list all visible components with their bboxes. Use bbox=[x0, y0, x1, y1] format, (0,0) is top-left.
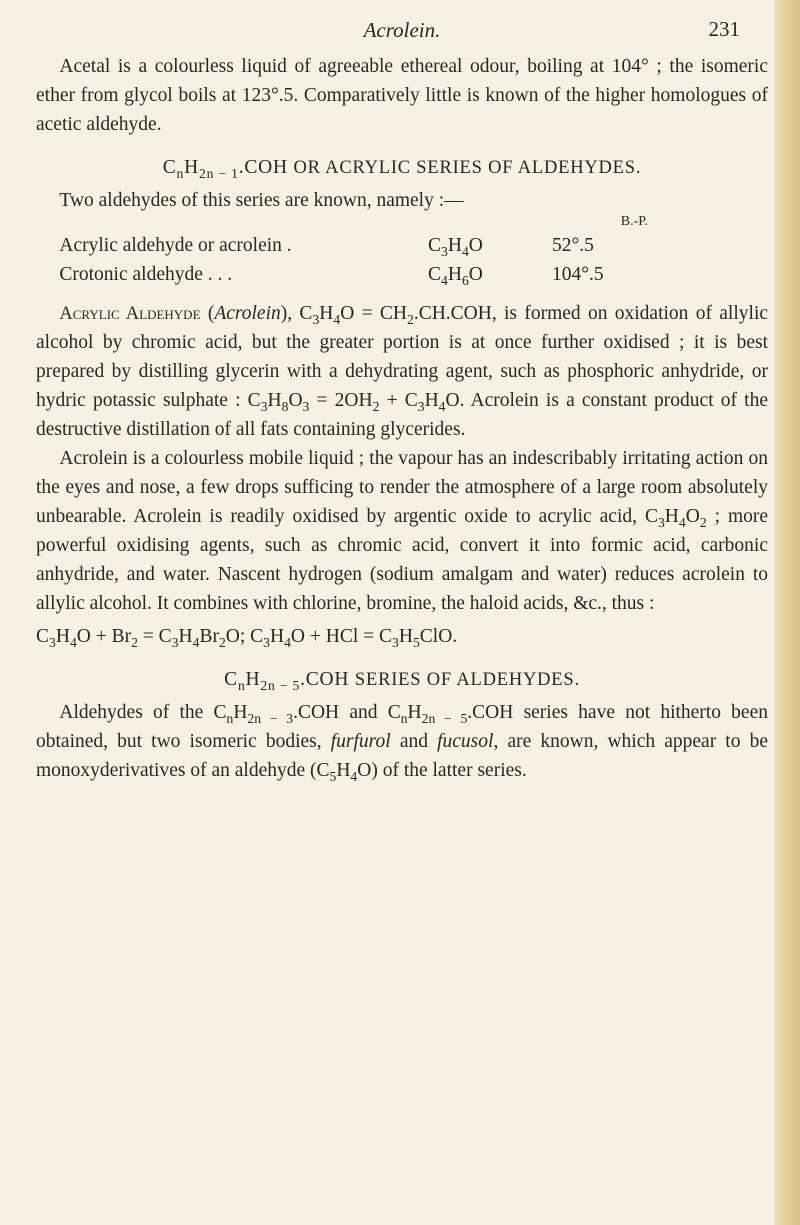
table-row-crotonic bbox=[36, 260, 768, 289]
paragraph-properties: Acrolein is a colourless mobile liquid ; the vapour has an indescribably irritating action on the eyes and nose, a few drops sufficing to render the atmosphere of a large room absolutely unbearable. Acrolein is readily oxidised by argentic oxide to acrylic acid, $C_3H_4O_2$ ; more powerful oxidising agents, such as chromic acid, convert it into formic acid, carbonic anhydride, and water. Nascent hydrogen (sodium amalgam and water) reduces acrolein to allylic alcohol. It combines with chlorine, bromine, the haloid acids, &c., thus : bbox=[36, 448, 769, 614]
aldehyde-boiling-point: 52°.5 bbox=[552, 235, 594, 256]
aldehyde-formula: $C_3H_4O$ bbox=[428, 235, 483, 259]
page-number: 231 bbox=[708, 17, 740, 41]
table-row-acrolein bbox=[36, 231, 768, 260]
paragraph-two-aldehydes: Two aldehydes of this series are known, namely :— bbox=[59, 190, 464, 211]
boiling-point-header: B.-P. bbox=[620, 214, 648, 229]
aldehyde-boiling-point: 104°.5 bbox=[552, 264, 604, 285]
page-header bbox=[36, 0, 768, 52]
aldehyde-name: Acrylic aldehyde or acrolein . bbox=[59, 235, 292, 256]
book-page bbox=[36, 0, 768, 785]
equation-reactions: $C_3H_4O + Br_2 = C_3H_4Br_2O$; $C_3H_4O$ + HCl = $C_3H_5ClO$. bbox=[36, 626, 458, 650]
page-edge-shadow bbox=[774, 0, 800, 1225]
paragraph-acetal: Acetal is a colourless liquid of agreeable ethereal odour, boiling at 104° ; the isomeric ether from glycol boils at 123°.5. Comparatively little is known of the higher homologues of acetic aldehyde. bbox=[36, 56, 768, 135]
paragraph-higher-aldehydes: Aldehydes of the $C_nH_{2n - 3}.COH$ and $C_nH_{2n - 5}.COH$ series have not hitherto been obtained, but two isomeric bodies, furfurol and fucusol, are known, which appear to be monoxyderivatives of an aldehyde $(C_5H_4O)$ of the latter series. bbox=[36, 702, 769, 784]
running-title: Acrolein. bbox=[363, 18, 441, 42]
heading-series-5: $C_nH_{2n - 5}.COH$ SERIES OF ALDEHYDES. bbox=[224, 669, 580, 693]
aldehyde-formula: $C_4H_6O$ bbox=[428, 264, 483, 288]
heading-acrylic-series: $C_nH_{2n - 1}.COH$ OR ACRYLIC SERIES OF ALDEHYDES. bbox=[162, 157, 642, 181]
paragraph-acrylic-aldehyde: Acrylic Aldehyde (Acrolein), $C_3H_4O = CH_2.CH.COH$, is formed on oxidation of allylic alcohol by chromic acid, but the greater portion is at once further oxidised ; it is best prepared by distilling glycerin with a dehydrating agent, such as phosphoric anhydride, or hydric potassic sulphate : $C_3H_8O_3 = 2OH_2 + C_3H_4O$. Acrolein is a constant product of the destructive distillation of all fats containing glycerides. bbox=[36, 303, 769, 440]
aldehyde-name: Crotonic aldehyde . . . bbox=[59, 264, 233, 285]
